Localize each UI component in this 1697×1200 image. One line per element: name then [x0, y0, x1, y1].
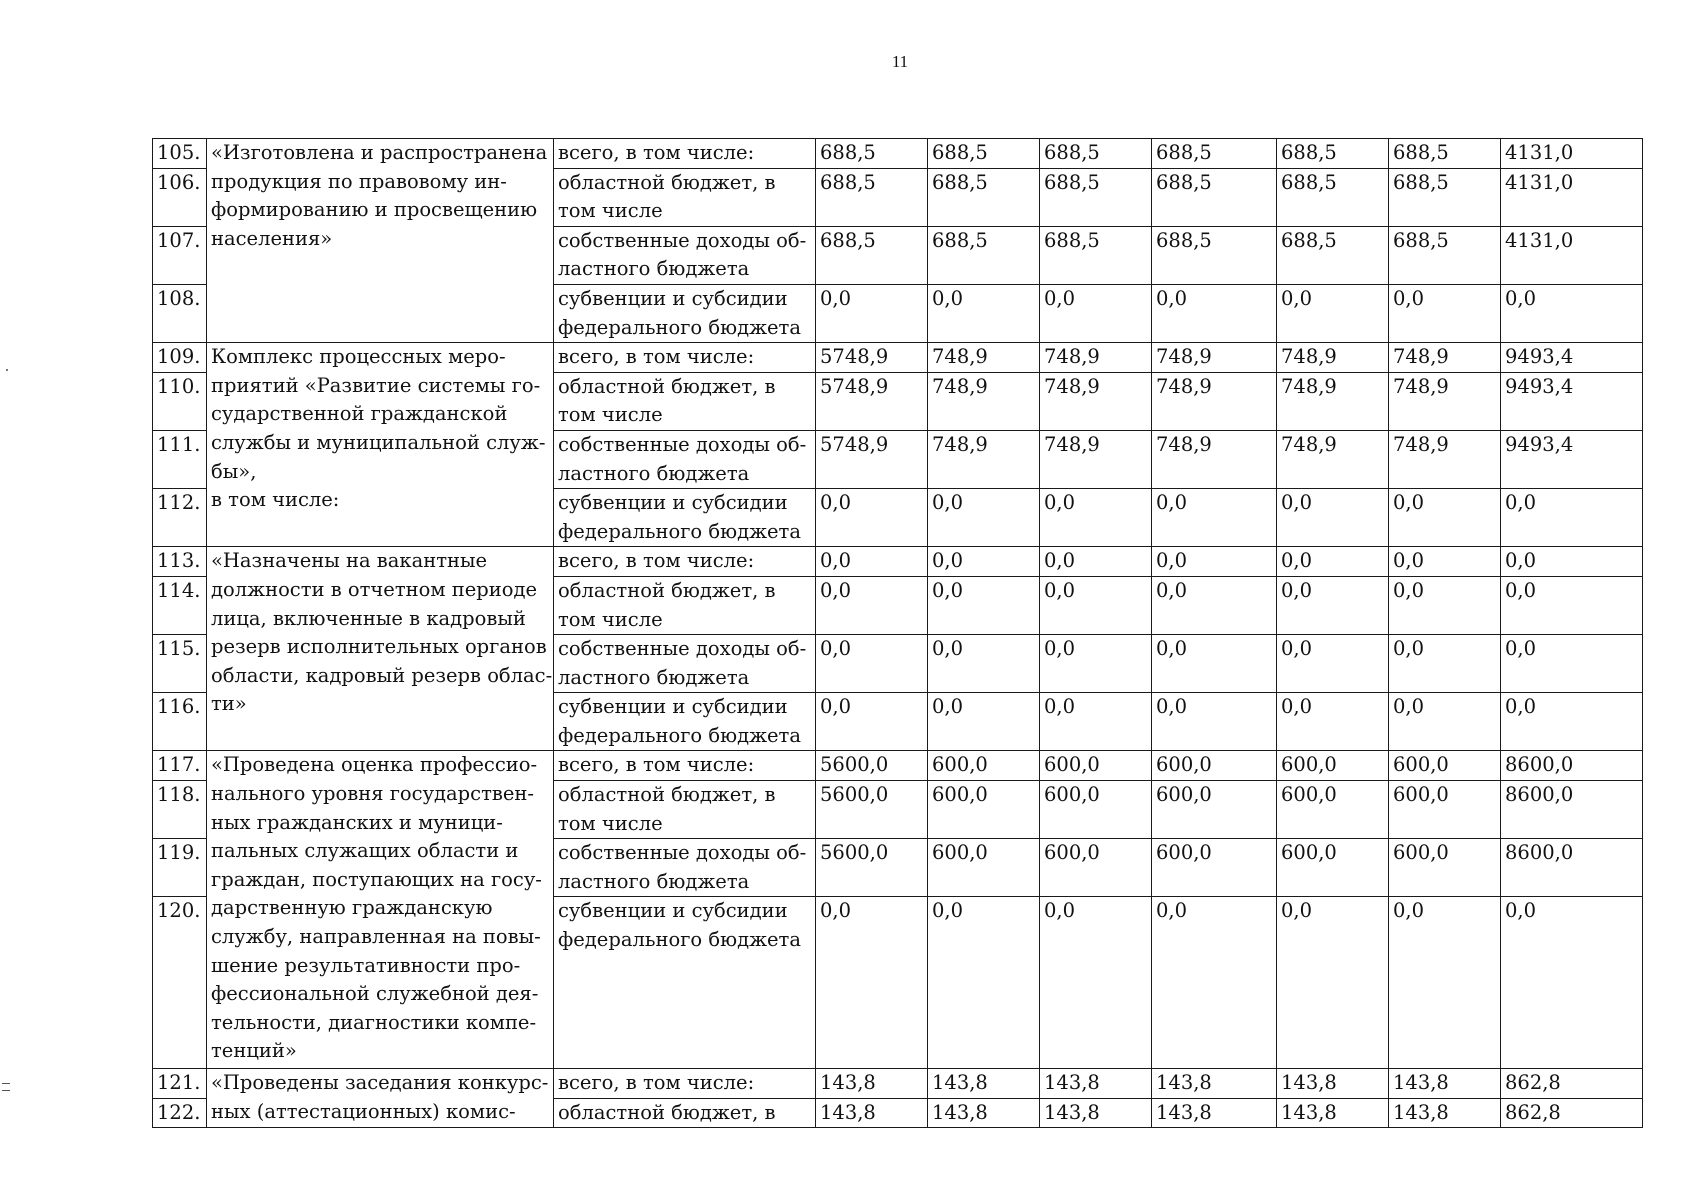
funding-source: всего, в том числе:	[554, 1069, 816, 1099]
year-value: 143,8	[1152, 1069, 1277, 1099]
description-line: резерв исполнительных органов области, кадровый резерв облас-	[211, 635, 553, 687]
year-value: 0,0	[928, 576, 1040, 634]
description-line: должности в отчетном периоде лица, включенные в кадровый	[211, 577, 538, 630]
year-value: 688,5	[816, 139, 928, 169]
row-number: 120.	[153, 897, 207, 1069]
total-value: 0,0	[1501, 576, 1643, 634]
table-row	[153, 139, 1643, 169]
funding-source: всего, в том числе:	[554, 139, 816, 169]
year-value: 748,9	[1389, 372, 1501, 430]
year-value: 688,5	[928, 168, 1040, 226]
year-value: 748,9	[1277, 372, 1389, 430]
year-value: 600,0	[1040, 839, 1152, 897]
row-number: 110.	[153, 372, 207, 430]
year-value: 688,5	[1040, 226, 1152, 284]
scan-margin-mark	[2, 1083, 10, 1091]
description-line: «Изготовлена и распространена	[211, 141, 548, 164]
year-value: 0,0	[1277, 693, 1389, 751]
year-value: 600,0	[1277, 839, 1389, 897]
year-value: 0,0	[816, 693, 928, 751]
year-value: 688,5	[1277, 139, 1389, 169]
year-value: 688,5	[1040, 139, 1152, 169]
year-value: 688,5	[928, 139, 1040, 169]
description-line: «Проведены заседания конкурс-	[211, 1071, 549, 1095]
row-number: 113.	[153, 547, 207, 577]
description-line: «Проведена оценка профессио-	[211, 753, 538, 777]
year-value: 600,0	[1389, 781, 1501, 839]
row-number: 111.	[153, 430, 207, 488]
description-line: дарственную гражданскую службу, направленная на повы- шение результативности про- фессиональной служебной дея- тельности, диагностики компе- тенций»	[211, 896, 541, 1063]
budget-table	[152, 138, 1643, 1128]
description-line: службы и муниципальной служ- бы»,	[211, 430, 546, 483]
year-value: 0,0	[1152, 693, 1277, 751]
row-number: 105.	[153, 139, 207, 169]
total-value: 4131,0	[1501, 139, 1643, 169]
year-value: 688,5	[1152, 139, 1277, 169]
funding-source: субвенции и субсидии федерального бюджета	[554, 897, 816, 1069]
total-value: 0,0	[1501, 284, 1643, 342]
year-value: 0,0	[1277, 489, 1389, 547]
funding-source: областной бюджет, в	[554, 1098, 816, 1128]
year-value: 0,0	[1277, 284, 1389, 342]
year-value: 5600,0	[816, 781, 928, 839]
year-value: 5748,9	[816, 343, 928, 373]
year-value: 748,9	[1040, 430, 1152, 488]
year-value: 143,8	[1277, 1069, 1389, 1099]
scan-speck	[6, 369, 8, 371]
row-number: 107.	[153, 226, 207, 284]
year-value: 0,0	[816, 576, 928, 634]
year-value: 0,0	[1152, 547, 1277, 577]
year-value: 143,8	[1389, 1069, 1501, 1099]
total-value: 4131,0	[1501, 226, 1643, 284]
year-value: 688,5	[1040, 168, 1152, 226]
description-line: ных (аттестационных) комис-	[211, 1099, 516, 1123]
year-value: 0,0	[1389, 547, 1501, 577]
funding-source: субвенции и субсидии федерального бюджета	[554, 693, 816, 751]
year-value: 600,0	[1152, 781, 1277, 839]
year-value: 748,9	[928, 430, 1040, 488]
funding-source: субвенции и субсидии федерального бюджета	[554, 489, 816, 547]
row-number: 106.	[153, 168, 207, 226]
year-value: 748,9	[1152, 430, 1277, 488]
year-value: 688,5	[1152, 226, 1277, 284]
description-line: нального уровня государствен- ных гражданских и муници-	[211, 782, 534, 834]
total-value: 0,0	[1501, 489, 1643, 547]
year-value: 5748,9	[816, 372, 928, 430]
year-value: 600,0	[928, 751, 1040, 781]
total-value: 862,8	[1501, 1069, 1643, 1099]
year-value: 0,0	[816, 547, 928, 577]
row-number: 115.	[153, 635, 207, 693]
year-value: 5600,0	[816, 751, 928, 781]
total-value: 0,0	[1501, 635, 1643, 693]
year-value: 143,8	[1389, 1098, 1501, 1128]
activity-description	[207, 751, 554, 1069]
year-value: 0,0	[1152, 284, 1277, 342]
year-value: 0,0	[816, 897, 928, 1069]
funding-source: всего, в том числе:	[554, 547, 816, 577]
description-line: продукция по правовому ин- формированию и просвещению	[211, 169, 538, 222]
year-value: 5748,9	[816, 430, 928, 488]
funding-source: субвенции и субсидии федерального бюджета	[554, 284, 816, 342]
funding-source: областной бюджет, в том числе	[554, 781, 816, 839]
year-value: 748,9	[1389, 430, 1501, 488]
year-value: 143,8	[816, 1098, 928, 1128]
row-number: 118.	[153, 781, 207, 839]
funding-source: собственные доходы об- ластного бюджета	[554, 430, 816, 488]
funding-source: собственные доходы об- ластного бюджета	[554, 226, 816, 284]
total-value: 862,8	[1501, 1098, 1643, 1128]
year-value: 600,0	[1040, 781, 1152, 839]
year-value: 0,0	[1152, 489, 1277, 547]
year-value: 0,0	[1277, 635, 1389, 693]
total-value: 9493,4	[1501, 430, 1643, 488]
year-value: 0,0	[1277, 897, 1389, 1069]
year-value: 0,0	[1040, 693, 1152, 751]
row-number: 108.	[153, 284, 207, 342]
year-value: 0,0	[1040, 897, 1152, 1069]
year-value: 0,0	[1040, 547, 1152, 577]
year-value: 748,9	[1152, 343, 1277, 373]
description-line: ти»	[211, 692, 247, 716]
year-value: 143,8	[928, 1069, 1040, 1099]
year-value: 5600,0	[816, 839, 928, 897]
row-number: 119.	[153, 839, 207, 897]
funding-source: собственные доходы об- ластного бюджета	[554, 635, 816, 693]
year-value: 143,8	[928, 1098, 1040, 1128]
year-value: 0,0	[928, 635, 1040, 693]
year-value: 0,0	[1389, 489, 1501, 547]
year-value: 0,0	[1152, 576, 1277, 634]
year-value: 143,8	[1040, 1098, 1152, 1128]
year-value: 0,0	[928, 489, 1040, 547]
table-row	[153, 343, 1643, 373]
year-value: 143,8	[1152, 1098, 1277, 1128]
year-value: 688,5	[816, 168, 928, 226]
row-number: 109.	[153, 343, 207, 373]
description-line: населения»	[211, 226, 333, 250]
year-value: 748,9	[1040, 343, 1152, 373]
total-value: 0,0	[1501, 547, 1643, 577]
year-value: 600,0	[1389, 751, 1501, 781]
table-row	[153, 1069, 1643, 1099]
year-value: 748,9	[1277, 343, 1389, 373]
year-value: 600,0	[1040, 751, 1152, 781]
year-value: 688,5	[1277, 168, 1389, 226]
funding-source: областной бюджет, в том числе	[554, 168, 816, 226]
year-value: 0,0	[1389, 284, 1501, 342]
year-value: 600,0	[1152, 839, 1277, 897]
funding-source: областной бюджет, в том числе	[554, 372, 816, 430]
row-number: 121.	[153, 1069, 207, 1099]
year-value: 0,0	[1040, 576, 1152, 634]
total-value: 8600,0	[1501, 781, 1643, 839]
total-value: 4131,0	[1501, 168, 1643, 226]
year-value: 688,5	[816, 226, 928, 284]
year-value: 748,9	[1152, 372, 1277, 430]
year-value: 600,0	[1277, 781, 1389, 839]
year-value: 0,0	[1152, 897, 1277, 1069]
year-value: 688,5	[1152, 168, 1277, 226]
year-value: 748,9	[1277, 430, 1389, 488]
row-number: 114.	[153, 576, 207, 634]
year-value: 0,0	[928, 897, 1040, 1069]
year-value: 600,0	[1389, 839, 1501, 897]
year-value: 0,0	[1277, 547, 1389, 577]
year-value: 600,0	[1277, 751, 1389, 781]
funding-source: областной бюджет, в том числе	[554, 576, 816, 634]
activity-description	[207, 139, 554, 343]
year-value: 0,0	[1040, 489, 1152, 547]
year-value: 688,5	[1389, 226, 1501, 284]
activity-description	[207, 547, 554, 751]
year-value: 143,8	[1040, 1069, 1152, 1099]
year-value: 748,9	[1040, 372, 1152, 430]
year-value: 688,5	[1389, 168, 1501, 226]
description-line: в том числе:	[211, 488, 340, 512]
year-value: 688,5	[1389, 139, 1501, 169]
page-number: 11	[891, 52, 909, 71]
year-value: 143,8	[1277, 1098, 1389, 1128]
table-row	[153, 547, 1643, 577]
funding-source: собственные доходы об- ластного бюджета	[554, 839, 816, 897]
row-number: 117.	[153, 751, 207, 781]
total-value: 0,0	[1501, 897, 1643, 1069]
year-value: 0,0	[1389, 693, 1501, 751]
description-line: Комплекс процессных меро-	[211, 345, 506, 369]
activity-description	[207, 343, 554, 547]
total-value: 8600,0	[1501, 751, 1643, 781]
row-number: 116.	[153, 693, 207, 751]
year-value: 143,8	[816, 1069, 928, 1099]
year-value: 0,0	[1389, 897, 1501, 1069]
activity-description	[207, 1069, 554, 1128]
year-value: 0,0	[928, 284, 1040, 342]
year-value: 0,0	[1389, 576, 1501, 634]
table-row	[153, 751, 1643, 781]
year-value: 688,5	[1277, 226, 1389, 284]
year-value: 600,0	[928, 839, 1040, 897]
total-value: 9493,4	[1501, 343, 1643, 373]
year-value: 0,0	[928, 547, 1040, 577]
year-value: 0,0	[1152, 635, 1277, 693]
funding-source: всего, в том числе:	[554, 751, 816, 781]
year-value: 0,0	[1040, 284, 1152, 342]
total-value: 0,0	[1501, 693, 1643, 751]
year-value: 0,0	[1040, 635, 1152, 693]
year-value: 600,0	[928, 781, 1040, 839]
description-line: пальных служащих области и граждан, поступающих на госу-	[211, 839, 542, 891]
year-value: 748,9	[928, 343, 1040, 373]
year-value: 0,0	[816, 635, 928, 693]
year-value: 0,0	[1389, 635, 1501, 693]
year-value: 0,0	[816, 284, 928, 342]
row-number: 112.	[153, 489, 207, 547]
row-number: 122.	[153, 1098, 207, 1128]
total-value: 9493,4	[1501, 372, 1643, 430]
description-line: «Назначены на вакантные	[211, 549, 488, 573]
description-line: приятий «Развитие системы го- сударственной гражданской	[211, 373, 541, 426]
year-value: 0,0	[928, 693, 1040, 751]
year-value: 748,9	[1389, 343, 1501, 373]
funding-source: всего, в том числе:	[554, 343, 816, 373]
year-value: 0,0	[1277, 576, 1389, 634]
year-value: 600,0	[1152, 751, 1277, 781]
year-value: 0,0	[816, 489, 928, 547]
total-value: 8600,0	[1501, 839, 1643, 897]
year-value: 748,9	[928, 372, 1040, 430]
year-value: 688,5	[928, 226, 1040, 284]
